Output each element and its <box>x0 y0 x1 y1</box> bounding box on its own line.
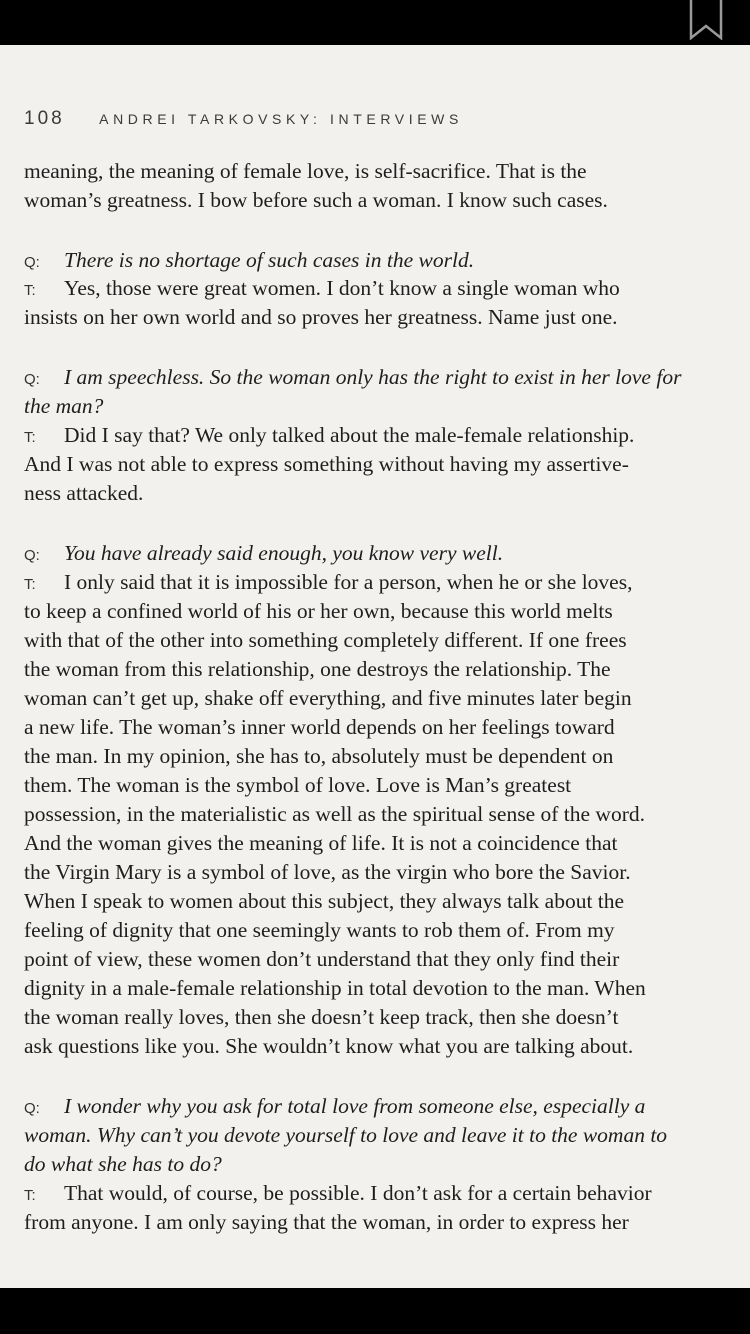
text-line <box>24 1154 222 1176</box>
answer-label: T: <box>24 1187 36 1204</box>
page-number: 108 <box>24 108 65 129</box>
line-text: from anyone. I am only saying that the woman, in order to express her <box>24 1210 629 1234</box>
running-head <box>24 108 463 130</box>
line-text: the woman from this relationship, one destroys the relationship. The <box>24 657 611 681</box>
text-line <box>24 454 629 476</box>
text-line <box>24 601 613 623</box>
text-line <box>24 688 632 710</box>
line-text: And I was not able to express something without having my assertive- <box>24 452 629 476</box>
line-text: Yes, those were great women. I don’t know a single woman who <box>64 276 620 300</box>
text-line <box>24 572 632 594</box>
answer-label: T: <box>24 282 36 299</box>
text-line <box>24 1212 629 1234</box>
text-line <box>24 1125 667 1147</box>
text-line <box>24 1007 618 1029</box>
text-line <box>24 543 503 565</box>
top-bar <box>0 0 750 45</box>
text-line <box>24 920 615 942</box>
text-line <box>24 746 613 768</box>
text-line <box>24 717 615 739</box>
question-label: Q: <box>24 547 40 564</box>
text-line <box>24 1183 652 1205</box>
text-line <box>24 659 611 681</box>
line-text: I only said that it is impossible for a person, when he or she loves, <box>64 570 633 594</box>
question-text: There is no shortage of such cases in the world. <box>64 248 475 272</box>
text-line <box>24 978 646 1000</box>
text-line <box>24 278 620 300</box>
line-text: with that of the other into something completely different. If one frees <box>24 628 627 652</box>
text-line <box>24 833 617 855</box>
text-line <box>24 307 618 329</box>
line-text: the man. In my opinion, she has to, absolutely must be dependent on <box>24 744 614 768</box>
line-text: woman. Why can’t you devote yourself to love and leave it to the woman to <box>24 1123 668 1147</box>
question-text: I am speechless. So the woman only has the right to exist in her love for <box>64 365 682 389</box>
line-text: woman’s greatness. I bow before such a woman. I know such cases. <box>24 188 608 212</box>
question-label: Q: <box>24 254 40 271</box>
text-line <box>24 775 571 797</box>
text-line <box>24 891 624 913</box>
text-line <box>24 161 587 183</box>
text-line <box>24 804 645 826</box>
line-text: When I speak to women about this subject, they always talk about the <box>24 889 625 913</box>
line-text: Did I say that? We only talked about the male-female relationship. <box>64 423 635 447</box>
text-line <box>24 1036 633 1058</box>
question-label: Q: <box>24 371 40 388</box>
line-text: the woman really loves, then she doesn’t keep track, then she doesn’t <box>24 1005 619 1029</box>
line-text: possession, in the materialistic as well as the spiritual sense of the word. <box>24 802 645 826</box>
text-line <box>24 396 103 418</box>
text-line <box>24 862 631 884</box>
bottom-bar <box>0 1288 750 1334</box>
line-text: the man? <box>24 394 104 418</box>
text-line <box>24 1096 645 1118</box>
line-text: to keep a confined world of his or her own, because this world melts <box>24 599 613 623</box>
bookmark-icon[interactable] <box>689 0 723 40</box>
book-title: ANDREI TARKOVSKY: INTERVIEWS <box>99 111 463 127</box>
line-text: do what she has to do? <box>24 1152 222 1176</box>
line-text: meaning, the meaning of female love, is self-sacrifice. That is the <box>24 159 587 183</box>
text-line <box>24 190 608 212</box>
text-line <box>24 630 627 652</box>
question-label: Q: <box>24 1100 40 1117</box>
line-text: dignity in a male-female relationship in total devotion to the man. When <box>24 976 646 1000</box>
text-line <box>24 949 619 971</box>
answer-label: T: <box>24 576 36 593</box>
text-line <box>24 425 634 447</box>
line-text: insists on her own world and so proves her greatness. Name just one. <box>24 305 618 329</box>
line-text: ness attacked. <box>24 481 144 505</box>
text-line <box>24 483 143 505</box>
line-text: That would, of course, be possible. I don’t ask for a certain behavior <box>64 1181 652 1205</box>
line-text: ask questions like you. She wouldn’t know what you are talking about. <box>24 1034 634 1058</box>
line-text: And the woman gives the meaning of life. It is not a coincidence that <box>24 831 618 855</box>
line-text: feeling of dignity that one seemingly wants to rob them of. From my <box>24 918 615 942</box>
line-text: woman can’t get up, shake off everything, and five minutes later begin <box>24 686 632 710</box>
answer-label: T: <box>24 429 36 446</box>
book-page <box>0 45 750 1288</box>
text-line <box>24 250 474 272</box>
line-text: the Virgin Mary is a symbol of love, as the virgin who bore the Savior. <box>24 860 631 884</box>
question-text: You have already said enough, you know very well. <box>64 541 504 565</box>
line-text: point of view, these women don’t understand that they only find their <box>24 947 620 971</box>
line-text: them. The woman is the symbol of love. Love is Man’s greatest <box>24 773 572 797</box>
line-text: a new life. The woman’s inner world depends on her feelings toward <box>24 715 615 739</box>
text-line <box>24 367 681 389</box>
question-text: I wonder why you ask for total love from someone else, especially a <box>64 1094 646 1118</box>
